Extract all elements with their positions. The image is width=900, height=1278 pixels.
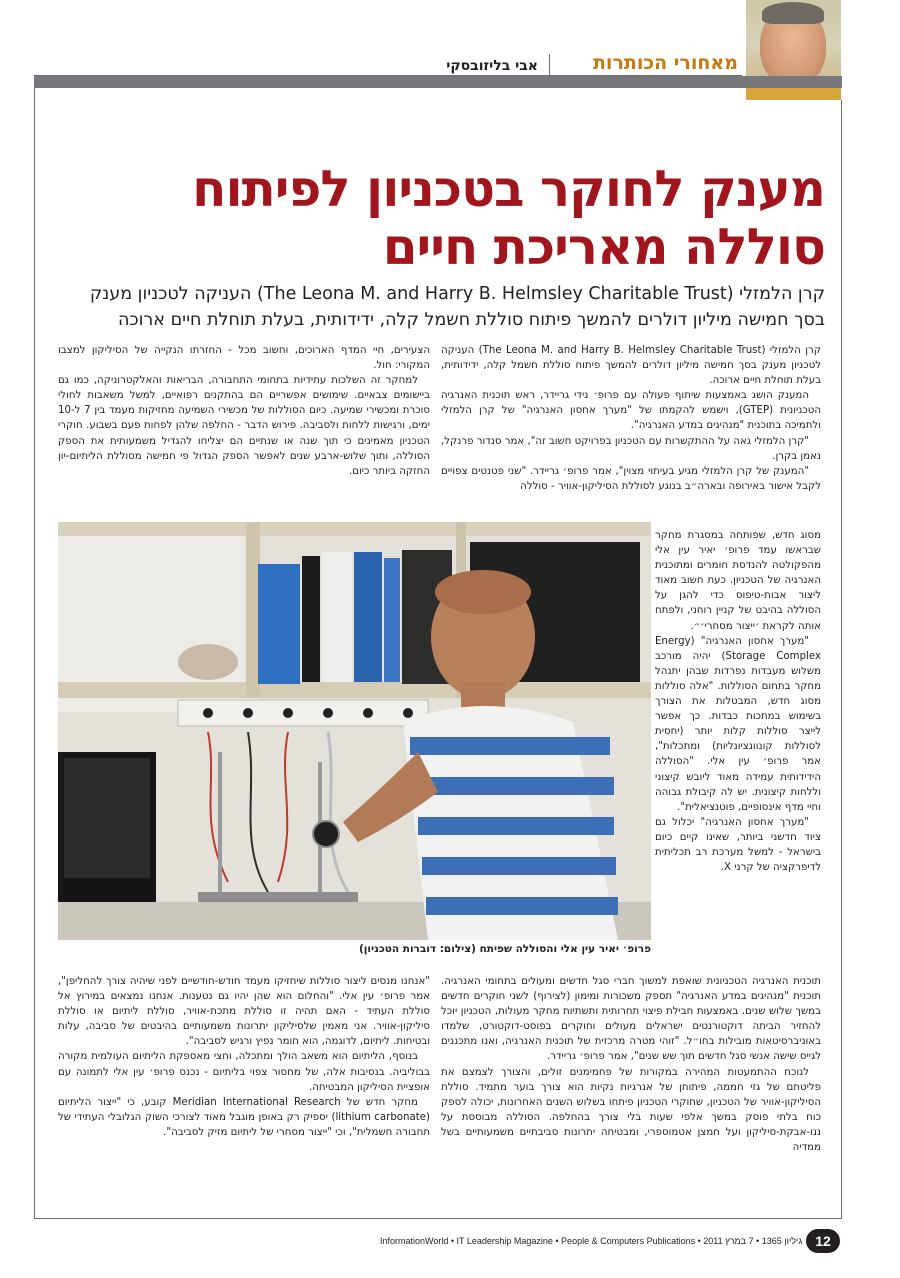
paragraph: "אנחנו מנסים ליצור סוללות שיחזיקו מעמד חודש-חודשיים לפני שיהיה צורך להחליפן", אמר פרופ׳ עין אלי. "והחלום הוא שהן יהיו גם נטענות. אנחנו נמצאים במירוץ אל סוללת העתיד - האם תהיה זו סוללת מתכת-אוויר, סוללת ליתיום או סוללת סיליקון-אוויר. אני מאמין שלסיליקון יתרונות משמעותיים בהיבטים של סביבה, עלות ובטיחות. ליתיום, לדוגמה, הוא חומר נפיץ ורגיש לסביבה".	[58, 976, 430, 1048]
article-photo	[58, 522, 651, 940]
paragraph: למחקר זה השלכות עתידיות בתחומי התחבורה, הבריאות והאלקטרוניקה, כמו גם ביישומים צבאיים. שימושים אפשריים הם בהתקנים רפואיים, למשל משאבות לחולי סוכרת ומכשירי שמיעה. כיום הסוללות של מכשירי השמיעה מחזיקות מעמד בין 7 ל-10 ימים, ורגישות ללחות ולסביבה. פירוש הדבר - החלפה שלהן לפחות פעם בשבוע. חוקרי הטכניון מאמינים כי תוך שנה או שנתיים הם יצליחו להגדיל משמעותית את הספק הסוללה, ותוך שלוש-ארבע שנים לאפשר הספק הגדול פי חמישה מסוללת הליתיום-יון החזקה ביותר כיום.	[58, 375, 430, 477]
footer-rule	[34, 1218, 842, 1219]
article-column-top-left	[58, 343, 430, 505]
paragraph: תוכנית האנרגיה הטכניונית שואפת למשוך חברי סגל חדשים ומעולים בתחומי האנרגיה. תוכנית "מנהיגים במדע האנרגיה" תספק משכורות ומימון (לצירוף) לשני חוקרים חדשים במשך שלוש שנים. באמצעות חבילת פיצוי תחרותית ותשתיות מחקר מעולות, הטכניון יוכל להחזיר הביתה דוקטורנטים ישראלים מעולים וחוקרים בפוסט-דוקטורט, שלמדו באוניברסיטאות מובילות בחו״ל. "זוהי מטרה מרכזית של תוכנית האנרגיה, ואנו מתכננים לגייס שישה אנשי סגל חדשים תוך שש שנים", אמר פרופ׳ גריידר.	[441, 976, 821, 1063]
left-frame-line	[34, 88, 35, 1218]
author-name: אבי בליזובסקי	[446, 58, 538, 74]
article-column-top-right	[441, 343, 821, 525]
paragraph: "המענק של קרן הלמזלי מגיע בעיתוי מצוין", אמר פרופ׳ גריידר. "שני פטנטים צפויים לקבל אישור באירופה ובארה״ב בנוגע לסוללת הסיליקון-אוויר - סוללה	[441, 465, 821, 492]
paragraph: בנוסף, הליתיום הוא משאב הולך ומתכלה, וחצי מאספקת הליתיום העולמית מקורה בבוליביה. בנסיבות אלה, של מחסור צפוי בליתיום - נכנס פרופ׳ עין אלי לתמונה עם אופציית הסיליקון המבטיחה.	[58, 1051, 430, 1093]
right-frame-line	[841, 100, 842, 1218]
paragraph: המענק הושג באמצעות שיתוף פעולה עם פרופ׳ נידי גריידר, ראש תוכנית האנרגיה הטכניונית (GTEP), וישמש להקמתו של "מערך אחסון האנרגיה" של קרן הלמזלי ולתמיכה בתוכנית "מנהיגים במדע האנרגיה".	[441, 390, 821, 432]
paragraph: לנוכח ההתמעטות המהירה במקורות של פחמימנים זולים, והצורך לצמצם את פליטתם של גזי חממה, פיתוחן של אנרגיות נקיות הוא צורך בוער מתמיד. סוללת הסיליקון-אוויר של הטכניון, שחוקרי הטכניון פיתחו בשלוש השנים האחרונות, יכולה לספק כוח בלתי פוסק במשך אלפי שעות בלי צורך בהחלפה. הסוללה מבוססת על ננו-אבקת-סיליקון ועל חמצן אטמוספרי, ומבטיחה יתרונות סביבתיים משמעותיים בשל ממדיה	[441, 1066, 821, 1154]
footer-publication-line: InformationWorld • IT Leadership Magazine • People & Computers Publications • 2011 גיליון 1365 • 7 במרץ	[380, 1236, 803, 1246]
paragraph: מחקר חדש של Meridian International Research קובע, כי "ייצור הליתיום (lithium carbonate) יספיק רק באופן מוגבל מאוד לצורכי השוק הגלובלי העתידי של תחבורה חשמלית", וכי "ייצור מסחרי של ליתיום מזיק לסביבה".	[58, 1096, 430, 1138]
page-number: 12	[806, 1229, 840, 1253]
paragraph: "מערך אחסון האנרגיה" יכלול גם ציוד חדשני ביותר, שאינו קיים כיום בישראל - למשל מערכת רב תכליתית לדיפרקציה של קרני X.	[655, 816, 821, 874]
article-column-bottom-right	[441, 974, 821, 1214]
header-divider	[549, 54, 550, 76]
article-subhead: קרן הלמזלי (The Leona M. and Harry B. Helmsley Charitable Trust) העניקה לטכניון מענק בסך חמישה מיליון דולרים להמשך פיתוח סוללת חשמל קלה, ידידותית, בעלת תוחלת חיים ארוכה	[89, 284, 825, 330]
header-bar	[34, 76, 842, 88]
lab-scene	[58, 522, 651, 940]
paragraph: קרן הלמזלי (The Leona M. and Harry B. Helmsley Charitable Trust) העניקה לטכניון מענק בסך חמישה מיליון דולרים להמשך פיתוח סוללת חשמל קלה, ידידותית, בעלת תוחלת חיים ארוכה.	[441, 345, 821, 387]
article-headline: מענק לחוקר בטכניון לפיתוח סוללה מאריכת חיים	[192, 160, 825, 276]
section-title: מאחורי הכותרות	[592, 52, 738, 74]
photo-caption: פרופ׳ יאיר עין אלי והסוללה שפיתח (צילום: דוברות הטכניון)	[358, 943, 651, 955]
article-column-narrow	[655, 528, 821, 968]
article-column-bottom-left	[58, 974, 430, 1189]
paragraph: הצעירים, חיי המדף הארוכים, וחשוב מכל - החזרתו הנקייה של הסיליקון למצבו המקורי: חול.	[58, 345, 430, 372]
paragraph: מסוג חדש, שפותחה במסגרת מחקר שבראשו עמד פרופ׳ יאיר עין אלי מהפקולטה להנדסת חומרים ומתוכנית האנרגיה של הטכניון. כעת חשוב מאוד ליצור אבות-טיפוס כדי להגן על הסוללה בהיבט של קניין רוחני, ולפתח אותה לקראת ׳ייצור מסחרי׳״.	[655, 530, 821, 632]
author-hair	[762, 2, 824, 24]
paragraph: "קרן הלמזלי גאה על ההתקשרות עם הטכניון בפרויקט חשוב זה", אמר סנדור פרנקל, נאמן בקרן.	[441, 435, 821, 462]
paragraph: "מערך אחסון האנרגיה" (Energy Storage Complex) יהיה מורכב משלוש מעבדות נפרדות שבהן יתנהל מחקר בתחום הסוללות. "אלה סוללות מסוג חדש, המבטלות את הצורך בשימוש במתכות כבדות. כך אפשר לייצר סוללות קלות יותר (יחסית לסוללות קונוונציונליות) ומתכלות", אמר פרופ׳ עין אלי. "הסוללה הידידותית עמידה מאוד ליובש קיצוני וללחות קיצונית. יש לה קיבולת גבוהה וחיי מדף אינסופיים, פוטנציאלית".	[655, 635, 821, 813]
